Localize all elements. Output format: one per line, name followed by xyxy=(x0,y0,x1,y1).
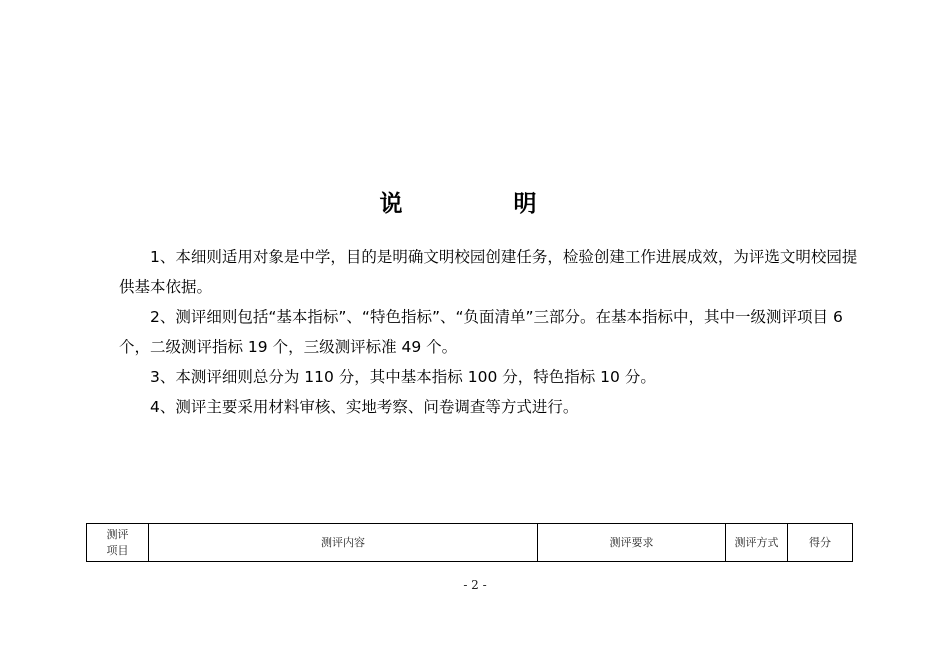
header-cell-score: 得分 xyxy=(788,524,853,562)
document-body xyxy=(119,242,861,422)
table-header-row xyxy=(86,523,853,562)
evaluation-table xyxy=(86,523,853,562)
header-cell-content: 测评内容 xyxy=(149,524,538,562)
paragraph-3: 3、本测评细则总分为 110 分，其中基本指标 100 分，特色指标 10 分。 xyxy=(150,368,656,386)
paragraph-1: 1、本细则适用对象是中学，目的是明确文明校园创建任务，检验创建工作进展成效，为评选文明校园提供基本依据。 xyxy=(119,248,858,296)
header-cell-method: 测评方式 xyxy=(726,524,788,562)
header-cell-item xyxy=(87,524,149,562)
header-item-line1: 测评 xyxy=(106,527,129,541)
header-cell-requirement: 测评要求 xyxy=(538,524,726,562)
page-number: - 2 - xyxy=(463,578,487,592)
document-title: 说 明 xyxy=(379,191,581,217)
header-item-line2: 项目 xyxy=(106,543,129,557)
paragraph-4: 4、测评主要采用材料审核、实地考察、问卷调查等方式进行。 xyxy=(150,398,579,416)
paragraph-2: 2、测评细则包括“基本指标”、“特色指标”、“负面清单”三部分。在基本指标中，其中一级测评项目 6 个，二级测评指标 19 个，三级测评标准 49 个。 xyxy=(119,308,843,356)
